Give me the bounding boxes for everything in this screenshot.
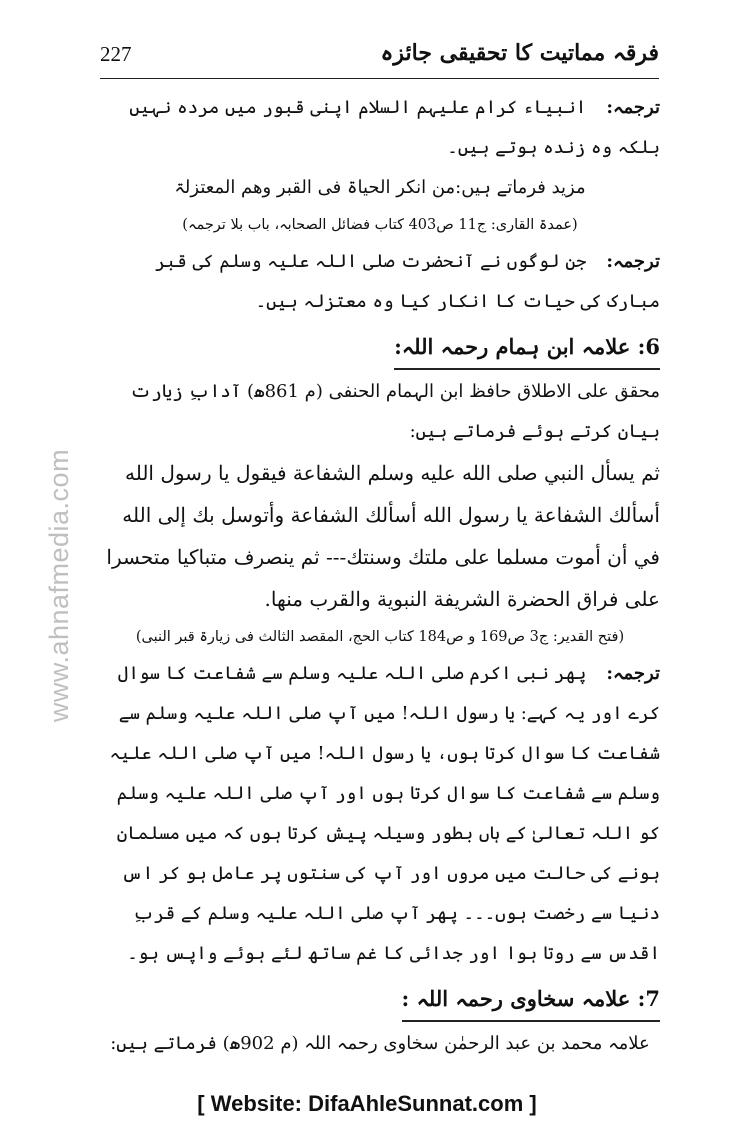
translation-paragraph-1 (100, 88, 660, 168)
quote-line: مزید فرماتے ہیں:من انکر الحیاۃ فی القبر وھم المعتزلۃ (174, 177, 586, 198)
watermark (40, 395, 80, 775)
translation-text: انبیاء کرام علیہم السلام اپنی قبور میں مردہ نہیں بلکہ وہ زندہ ہوتے ہیں۔ (129, 97, 660, 158)
page-number: 227 (100, 42, 132, 66)
intro-paragraph-2: علامہ محمد بن عبد الرحمٰن سخاوی رحمہ اللہ (م 902ھ) فرماتے ہیں: (110, 1033, 650, 1054)
translation-text: پھر نبی اکرم صلی اللہ علیہ وسلم سے شفاعت کا سوال کرے اور یہ کہے: یا رسول اللہ! میں آپ صلی اللہ علیہ وسلم سے شفاعت کا سوال کرتا ہوں، یا رسول اللہ! میں آپ صلی اللہ علیہ وسلم سے شفاعت کا سوال کرتا ہوں اور آپ صلی اللہ علیہ وسلم کو اللہ تعالیٰ کے ہاں بطور وسیلہ پیش کرتا ہوں کہ میں مسلمان ہونے کی حالت میں مروں اور آپ کی سنتوں پر عامل ہو کر اس دنیا سے رخصت ہوں۔۔۔ پھر آپ صلی اللہ علیہ وسلم کے قربِ اقدس سے روتا ہوا اور جدائی کا غم ساتھ لئے ہوئے واپس ہو۔ (109, 663, 660, 964)
website-footer: [ Website: DifaAhleSunnat.com ] (197, 1091, 537, 1116)
translation-label: ترجمہ: (606, 251, 660, 272)
translation-paragraph-3 (100, 654, 660, 974)
translation-label: ترجمہ: (606, 97, 660, 118)
heading-text: 7: علامہ سخاوی رحمہ اللہ : (402, 980, 660, 1022)
translation-paragraph-2 (100, 242, 660, 322)
translation-text: جن لوگوں نے آنحضرت صلی اللہ علیہ وسلم کی قبر مبارک کی حیات کا انکار کیا وہ معتزلہ ہیں۔ (155, 251, 660, 312)
intro-paragraph-1: محقق علی الاطلاق حافظ ابن الہمام الحنفی (م 861ھ) آدابِ زیارت بیان کرتے ہوئے فرماتے ہیں: (130, 381, 660, 442)
section-heading-6 (100, 328, 660, 370)
reference-2: (فتح القدیر: ج3 ص169 و ص184 کتاب الحج، المقصد الثالث فی زیارۃ قبر النبی) (135, 629, 625, 645)
translation-label: ترجمہ: (606, 663, 660, 684)
watermark-text: www.ahnafmedia.com (44, 448, 75, 722)
arabic-quote: ثم يسأل النبي صلى الله عليه وسلم الشفاعة فيقول يا رسول الله أسألك الشفاعة يا رسول الله أسألك الشفاعة وأتوسل بك إلى الله في أن أموت مسلما على ملتك وسنتك--- ثم ينصرف متباكيا متحسرا على فراق الحضرة الشريفة النبوية والقرب منها. (106, 461, 660, 611)
running-title: فرقہ مماتیت کا تحقیقی جائزہ (380, 40, 659, 66)
reference-1: (عمدۃ القاری: ج11 ص403 کتاب فضائل الصحابہ، باب بلا ترجمہ) (182, 217, 578, 233)
page-body (100, 88, 660, 1064)
header-rule (100, 78, 659, 79)
section-heading-7 (100, 980, 660, 1022)
heading-text: 6: علامہ ابن ہمام رحمہ اللہ: (394, 328, 660, 370)
page-header (100, 42, 659, 82)
